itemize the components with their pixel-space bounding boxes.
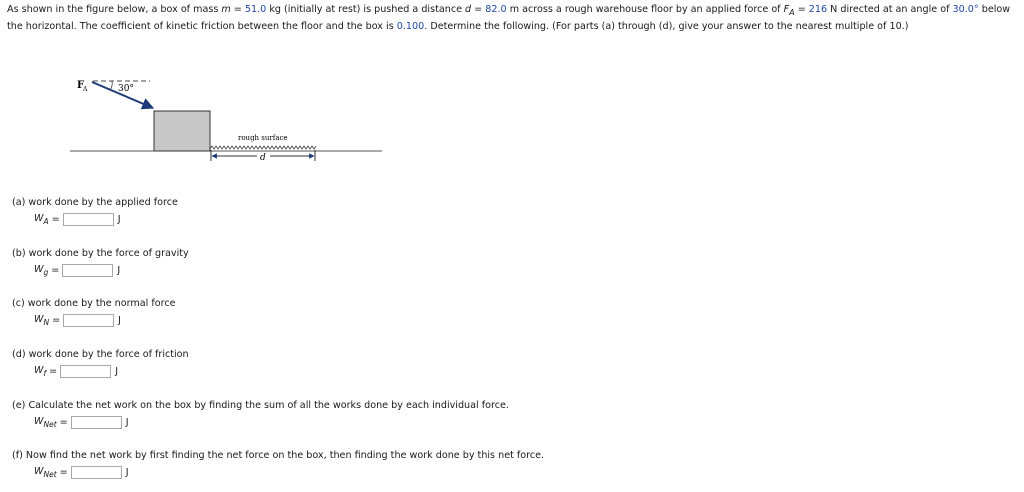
box-diagram [60,70,390,170]
net-work-force-symbol: $W_{Net}$ [34,466,57,479]
angle-value: 30.0° [952,4,979,15]
work-friction-symbol: $W_f$ [34,365,47,378]
net-work-sum-symbol: $W_{Net}$ [34,416,57,429]
net-work-sum-input[interactable] [71,416,122,429]
force-value: 216 [808,4,828,15]
rough-surface-label: rough surface [238,134,288,142]
part-a-label: (a) work done by the applied force [12,197,178,208]
distance-label: d [260,153,266,163]
part-b-label: (b) work done by the force of gravity [12,248,189,259]
rough-surface-zigzag [210,146,316,149]
force-label-subscript: A [83,86,88,93]
part-d-label: (d) work done by the force of friction [12,349,189,360]
work-gravity-symbol: $W_g$ [34,264,49,277]
unit-label: J [117,265,121,276]
net-work-force-input[interactable] [71,466,122,479]
problem-statement: As shown in the figure below, a box of mass m = 51.0 kg (initially at rest) is pushed a distance d = 82.0 m across a rough warehouse floor by an applied force of $F_A = 216$ N directed at an angle of 30.0° below the horizontal. The coefficient of kinetic friction between the floor and the box is 0.100. Determine the following. (For parts (a) through (d), give your answer to the nearest multiple of 10.) [7,4,1011,33]
work-gravity-input[interactable] [62,264,113,277]
angle-label: 30° [118,84,134,94]
work-applied-symbol: $W_A$ [34,213,49,226]
friction-coefficient-value: 0.100 [396,21,425,33]
unit-label: J [118,315,122,326]
force-label: F [77,80,85,91]
angle-arc [110,81,112,90]
mass-value: 51.0 [244,4,267,15]
work-normal-symbol: $W_N$ [34,314,50,327]
box [154,111,210,151]
part-e-label: (e) Calculate the net work on the box by finding the sum of all the works done by each individual force. [12,400,509,411]
work-applied-input[interactable] [63,213,114,226]
unit-label: J [125,467,129,478]
unit-label: J [115,366,119,377]
work-friction-input[interactable] [60,365,111,378]
work-normal-input[interactable] [63,314,114,327]
unit-label: J [125,417,129,428]
part-f-label: (f) Now find the net work by first finding the net force on the box, then finding the work done by this net force. [12,450,545,461]
unit-label: J [117,214,121,225]
part-c-label: (c) work done by the normal force [12,298,176,309]
distance-value: 82.0 [485,4,507,15]
